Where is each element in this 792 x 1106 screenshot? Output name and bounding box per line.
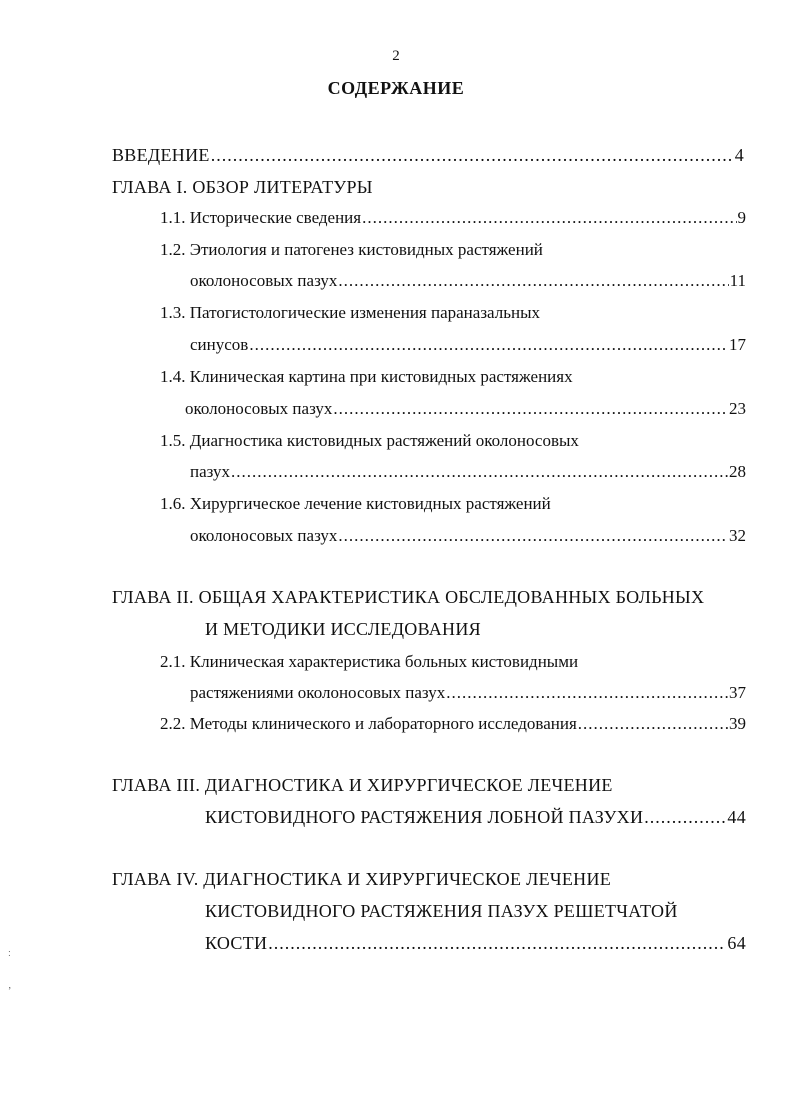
toc-page-number: 44 xyxy=(727,807,746,827)
dot-leader xyxy=(578,713,728,735)
dot-leader xyxy=(362,207,736,229)
toc-page-number: 28 xyxy=(729,462,746,481)
toc-entry-label: пазух xyxy=(190,462,231,481)
dot-leader xyxy=(338,270,728,292)
toc-page-number: 11 xyxy=(729,271,746,290)
toc-page-number: 64 xyxy=(727,933,746,953)
toc-page-number: 32 xyxy=(729,526,746,545)
toc-entry-intro[interactable] xyxy=(112,144,744,166)
toc-entry-label: синусов xyxy=(190,335,249,354)
toc-entry-label: околоносовых пазух xyxy=(190,526,338,545)
dot-leader xyxy=(249,334,728,356)
toc-entry-label: 1.1. Исторические сведения xyxy=(160,208,362,227)
toc-entry-1-3[interactable] xyxy=(190,334,746,356)
toc-entry-label: КИСТОВИДНОГО РАСТЯЖЕНИЯ ЛОБНОЙ ПАЗУХИ xyxy=(205,807,644,827)
toc-entry-1-3-line1[interactable]: 1.3. Патогистологические изменения параназальных xyxy=(160,303,540,322)
toc-entry-1-6-line1[interactable]: 1.6. Хирургическое лечение кистовидных растяжений xyxy=(160,494,551,513)
toc-entry-1-4[interactable] xyxy=(185,398,746,420)
dot-leader xyxy=(338,525,728,547)
toc-entry-label: ВВЕДЕНИЕ xyxy=(112,145,210,165)
toc-entry-1-5[interactable] xyxy=(190,461,746,483)
chapter-1-heading[interactable]: ГЛАВА I. ОБЗОР ЛИТЕРАТУРЫ xyxy=(112,177,373,197)
toc-entry-label: растяжениями околоносовых пазух xyxy=(190,683,446,702)
dot-leader xyxy=(268,932,726,954)
toc-entry-2-2[interactable] xyxy=(160,713,746,735)
toc-entry-2-1-line1[interactable]: 2.1. Клиническая характеристика больных кистовидными xyxy=(160,652,579,671)
toc-entry-1-6[interactable] xyxy=(190,525,746,547)
page-number: 2 xyxy=(392,48,400,64)
toc-entry-chapter-4[interactable] xyxy=(205,932,746,954)
toc-entry-1-2-line1[interactable]: 1.2. Этиология и патогенез кистовидных растяжений xyxy=(160,240,543,259)
chapter-2-heading-line1[interactable]: ГЛАВА II. ОБЩАЯ ХАРАКТЕРИСТИКА ОБСЛЕДОВАННЫХ БОЛЬНЫХ xyxy=(112,587,705,607)
chapter-4-heading-line2[interactable]: КИСТОВИДНОГО РАСТЯЖЕНИЯ ПАЗУХ РЕШЕТЧАТОЙ xyxy=(205,901,678,921)
toc-page-number: 39 xyxy=(729,714,746,733)
toc-page-number: 9 xyxy=(737,208,746,227)
toc-entry-chapter-3[interactable] xyxy=(205,806,746,828)
toc-entry-1-1[interactable] xyxy=(160,207,746,229)
toc-entry-1-4-line1[interactable]: 1.4. Клиническая картина при кистовидных растяжениях xyxy=(160,367,573,386)
dot-leader xyxy=(231,461,728,483)
scan-mark: ’ xyxy=(8,986,12,997)
chapter-3-heading-line1[interactable]: ГЛАВА III. ДИАГНОСТИКА И ХИРУРГИЧЕСКОЕ ЛЕЧЕНИЕ xyxy=(112,775,613,795)
toc-entry-2-1[interactable] xyxy=(190,682,746,704)
toc-page-number: 37 xyxy=(729,683,746,702)
dot-leader xyxy=(211,144,734,166)
dot-leader xyxy=(446,682,728,704)
dot-leader xyxy=(333,398,728,420)
chapter-4-heading-line1[interactable]: ГЛАВА IV. ДИАГНОСТИКА И ХИРУРГИЧЕСКОЕ ЛЕЧЕНИЕ xyxy=(112,869,612,889)
toc-page-number: 4 xyxy=(734,145,744,165)
toc-entry-1-2[interactable] xyxy=(190,270,746,292)
toc-entry-label: околоносовых пазух xyxy=(190,271,338,290)
toc-entry-label: околоносовых пазух xyxy=(185,399,333,418)
chapter-2-heading-line2[interactable]: И МЕТОДИКИ ИССЛЕДОВАНИЯ xyxy=(205,619,481,639)
scan-mark: ː xyxy=(8,948,11,959)
toc-entry-1-5-line1[interactable]: 1.5. Диагностика кистовидных растяжений околоносовых xyxy=(160,431,579,450)
dot-leader xyxy=(644,806,726,828)
page-title: СОДЕРЖАНИЕ xyxy=(327,78,465,98)
toc-page-number: 23 xyxy=(729,399,746,418)
toc-page-number: 17 xyxy=(729,335,746,354)
toc-entry-label: 2.2. Методы клинического и лабораторного исследования xyxy=(160,714,577,733)
toc-entry-label: КОСТИ xyxy=(205,933,268,953)
